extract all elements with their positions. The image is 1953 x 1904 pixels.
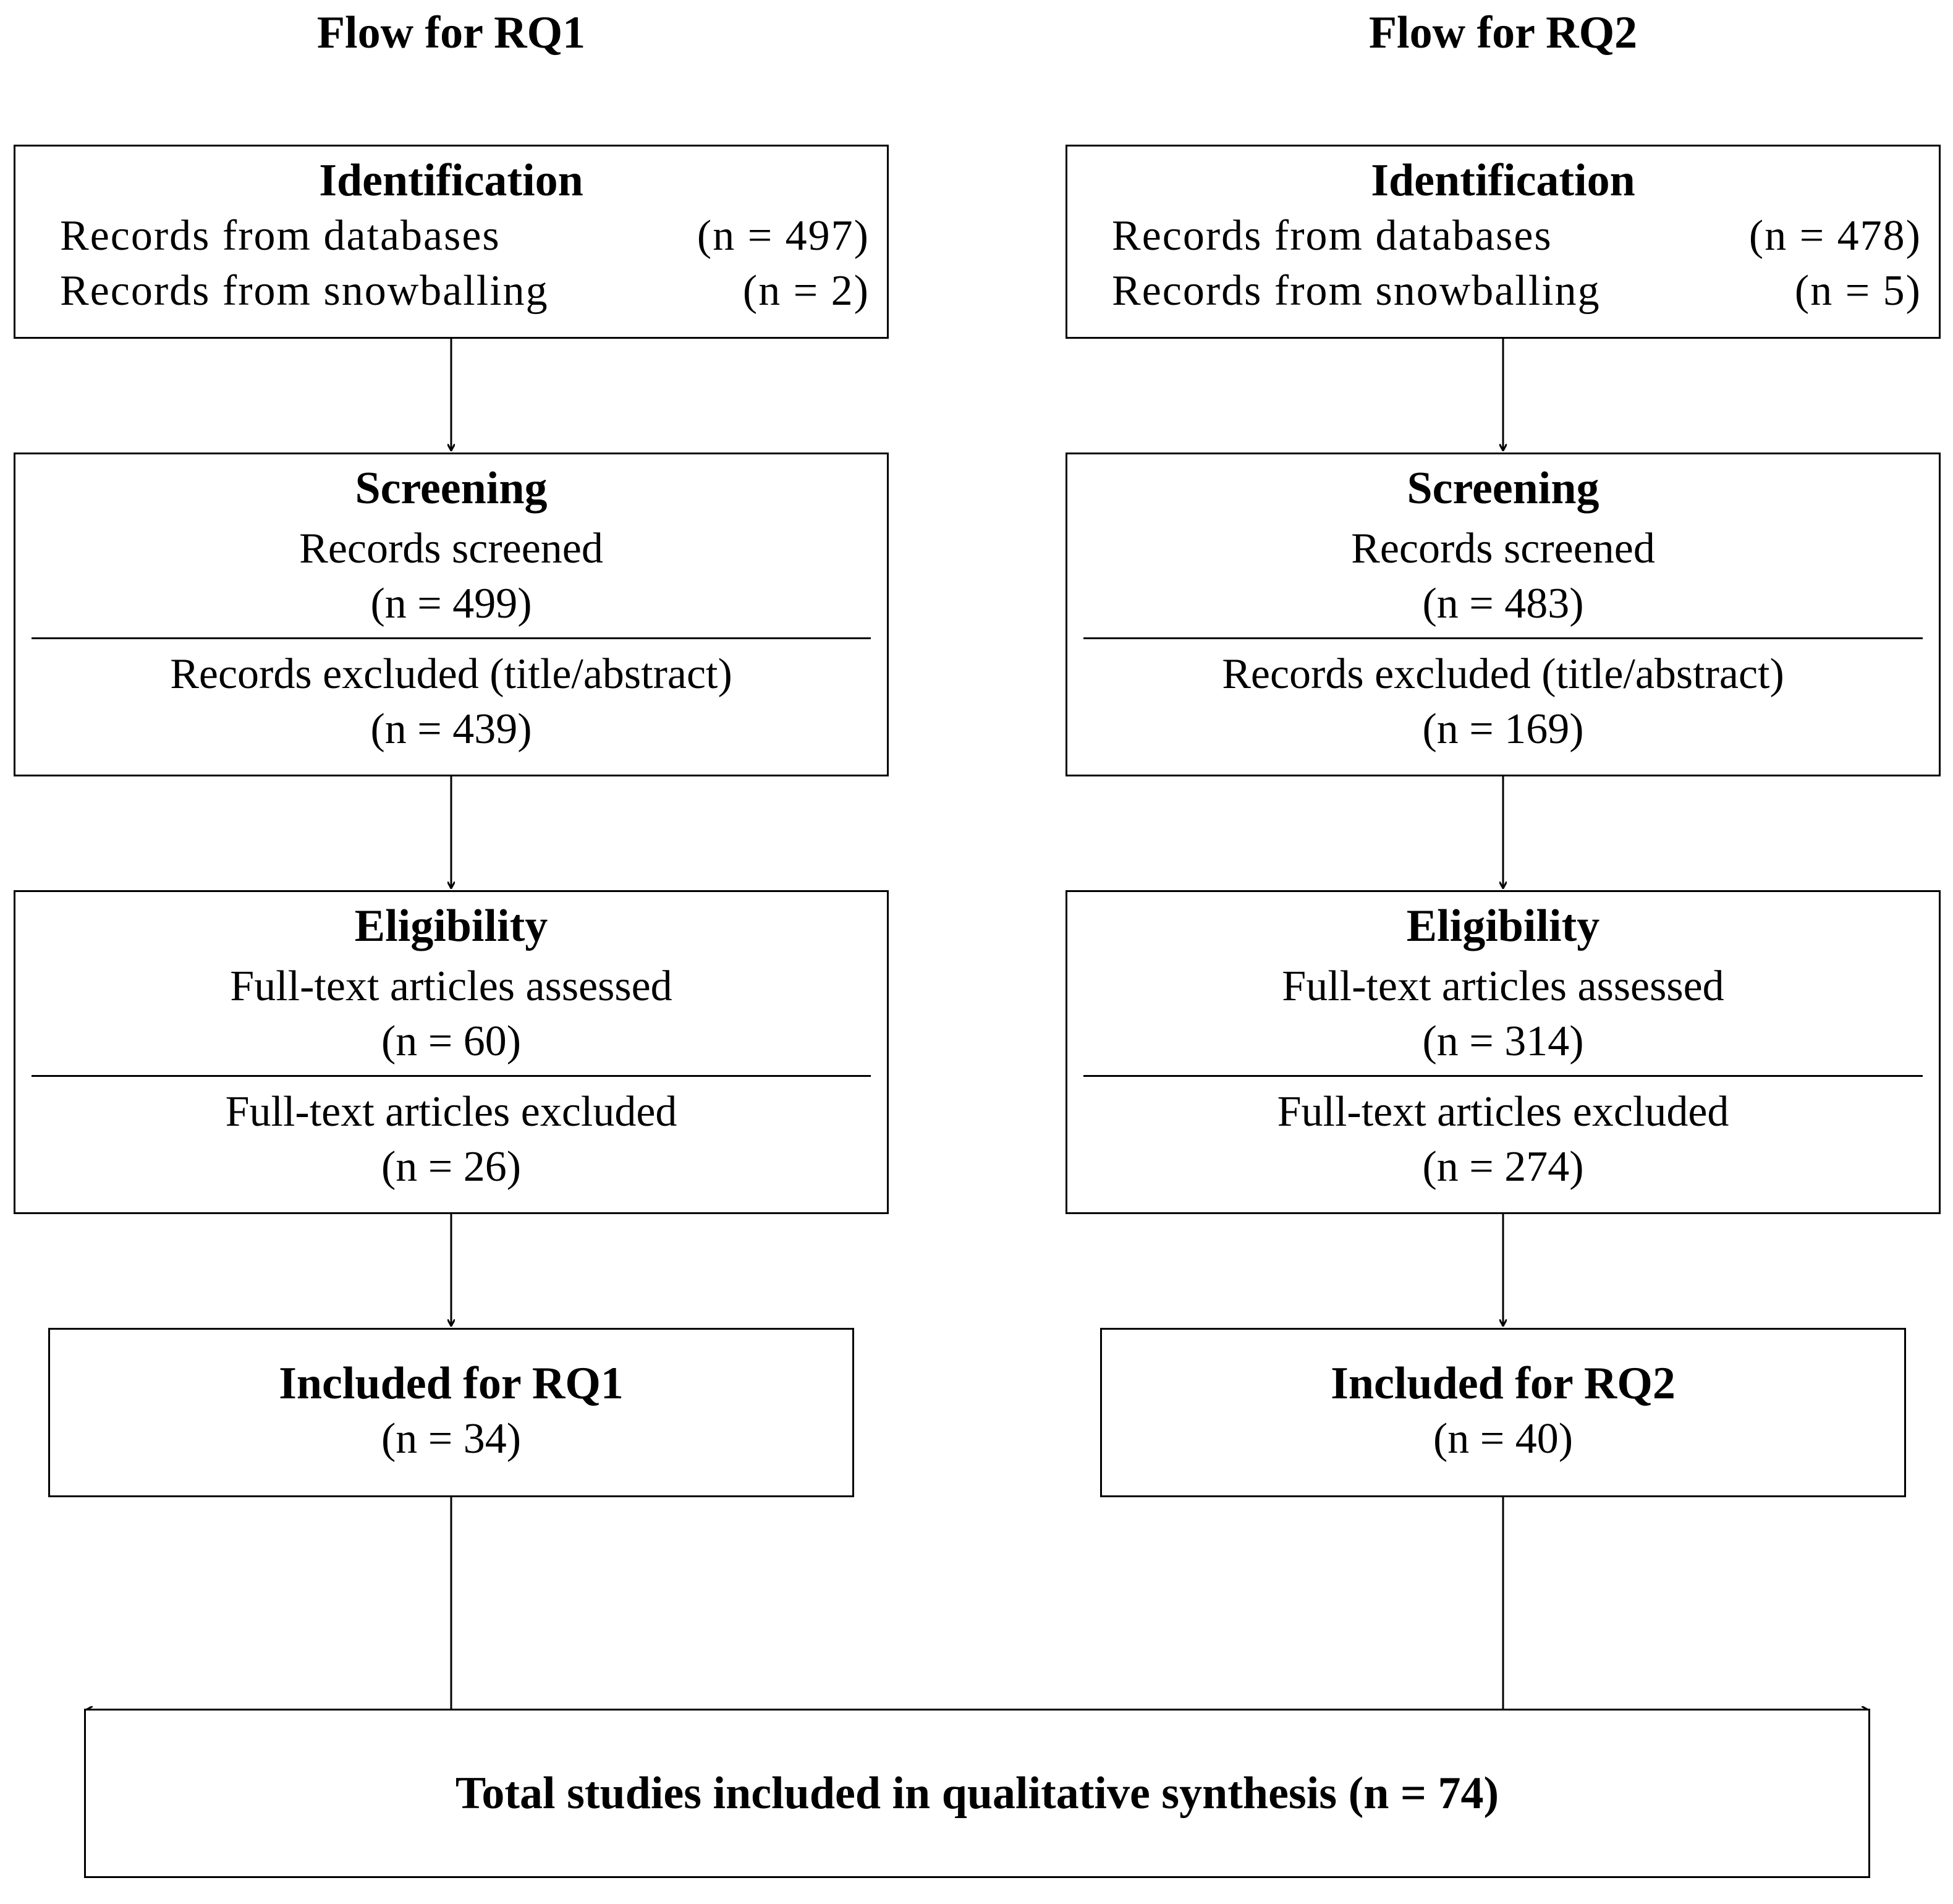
rq2-fulltext-assessed-label: Full-text articles assessed: [1282, 963, 1724, 1010]
rq2-included-heading: Included for RQ2: [1331, 1358, 1676, 1409]
rq1-id-row-databases: [15, 208, 887, 263]
rq1-fulltext-excluded-label: Full-text articles excluded: [225, 1088, 677, 1136]
rq1-id-label-snowballing: Records from snowballing: [60, 267, 549, 315]
rq1-screening-divider: [32, 637, 871, 639]
rq1-fulltext-excluded-value: (n = 26): [381, 1143, 522, 1191]
rq1-eligibility-box: [14, 890, 889, 1214]
rq2-id-row-databases: [1067, 208, 1939, 263]
rq2-fulltext-excluded-label: Full-text articles excluded: [1277, 1088, 1729, 1136]
rq1-included-value: (n = 34): [381, 1415, 522, 1463]
rq2-records-excluded-value: (n = 169): [1422, 705, 1584, 753]
rq1-id-value-databases: (n = 497): [697, 212, 870, 260]
rq1-fulltext-assessed-label: Full-text articles assessed: [230, 963, 672, 1010]
rq1-screening-box: [14, 453, 889, 776]
rq2-fulltext-excluded-value: (n = 274): [1422, 1143, 1584, 1191]
total-studies-label: Total studies included in qualitative synthesis (n = 74): [455, 1768, 1499, 1819]
rq1-id-row-snowballing: [15, 263, 887, 318]
rq2-id-label-databases: Records from databases: [1112, 212, 1553, 260]
rq2-screening-box: [1065, 453, 1941, 776]
rq2-identification-heading: Identification: [1371, 155, 1635, 206]
rq2-flow-title: Flow for RQ2: [1368, 7, 1638, 58]
rq1-flow-title: Flow for RQ1: [316, 7, 586, 58]
total-studies-box: [84, 1709, 1870, 1878]
rq1-records-excluded-label: Records excluded (title/abstract): [170, 650, 732, 698]
rq1-screening-heading: Screening: [355, 463, 548, 514]
rq1-included-heading: Included for RQ1: [279, 1358, 624, 1409]
rq1-eligibility-divider: [32, 1075, 871, 1077]
rq2-id-value-snowballing: (n = 5): [1794, 267, 1921, 315]
rq2-screening-divider: [1083, 637, 1923, 639]
rq1-records-excluded-value: (n = 439): [370, 705, 532, 753]
rq1-records-screened-value: (n = 499): [370, 580, 532, 627]
rq2-screening-heading: Screening: [1407, 463, 1599, 514]
rq2-identification-box: [1065, 145, 1941, 339]
rq2-id-label-snowballing: Records from snowballing: [1112, 267, 1601, 315]
rq1-id-label-databases: Records from databases: [60, 212, 501, 260]
rq1-fulltext-assessed-value: (n = 60): [381, 1018, 522, 1065]
rq1-identification-box: [14, 145, 889, 339]
rq1-id-value-snowballing: (n = 2): [742, 267, 870, 315]
rq2-records-screened-value: (n = 483): [1422, 580, 1584, 627]
rq2-eligibility-box: [1065, 890, 1941, 1214]
rq2-included-box: [1100, 1328, 1906, 1497]
rq2-eligibility-divider: [1083, 1075, 1923, 1077]
rq2-included-value: (n = 40): [1433, 1415, 1574, 1463]
rq2-id-row-snowballing: [1067, 263, 1939, 318]
rq1-identification-heading: Identification: [319, 155, 583, 206]
rq1-records-screened-label: Records screened: [299, 525, 603, 572]
rq2-eligibility-heading: Eligibility: [1406, 901, 1600, 951]
rq2-fulltext-assessed-value: (n = 314): [1422, 1018, 1584, 1065]
rq1-eligibility-heading: Eligibility: [354, 901, 548, 951]
rq1-included-box: [48, 1328, 854, 1497]
rq2-records-excluded-label: Records excluded (title/abstract): [1222, 650, 1784, 698]
rq2-records-screened-label: Records screened: [1351, 525, 1655, 572]
rq2-id-value-databases: (n = 478): [1748, 212, 1921, 260]
